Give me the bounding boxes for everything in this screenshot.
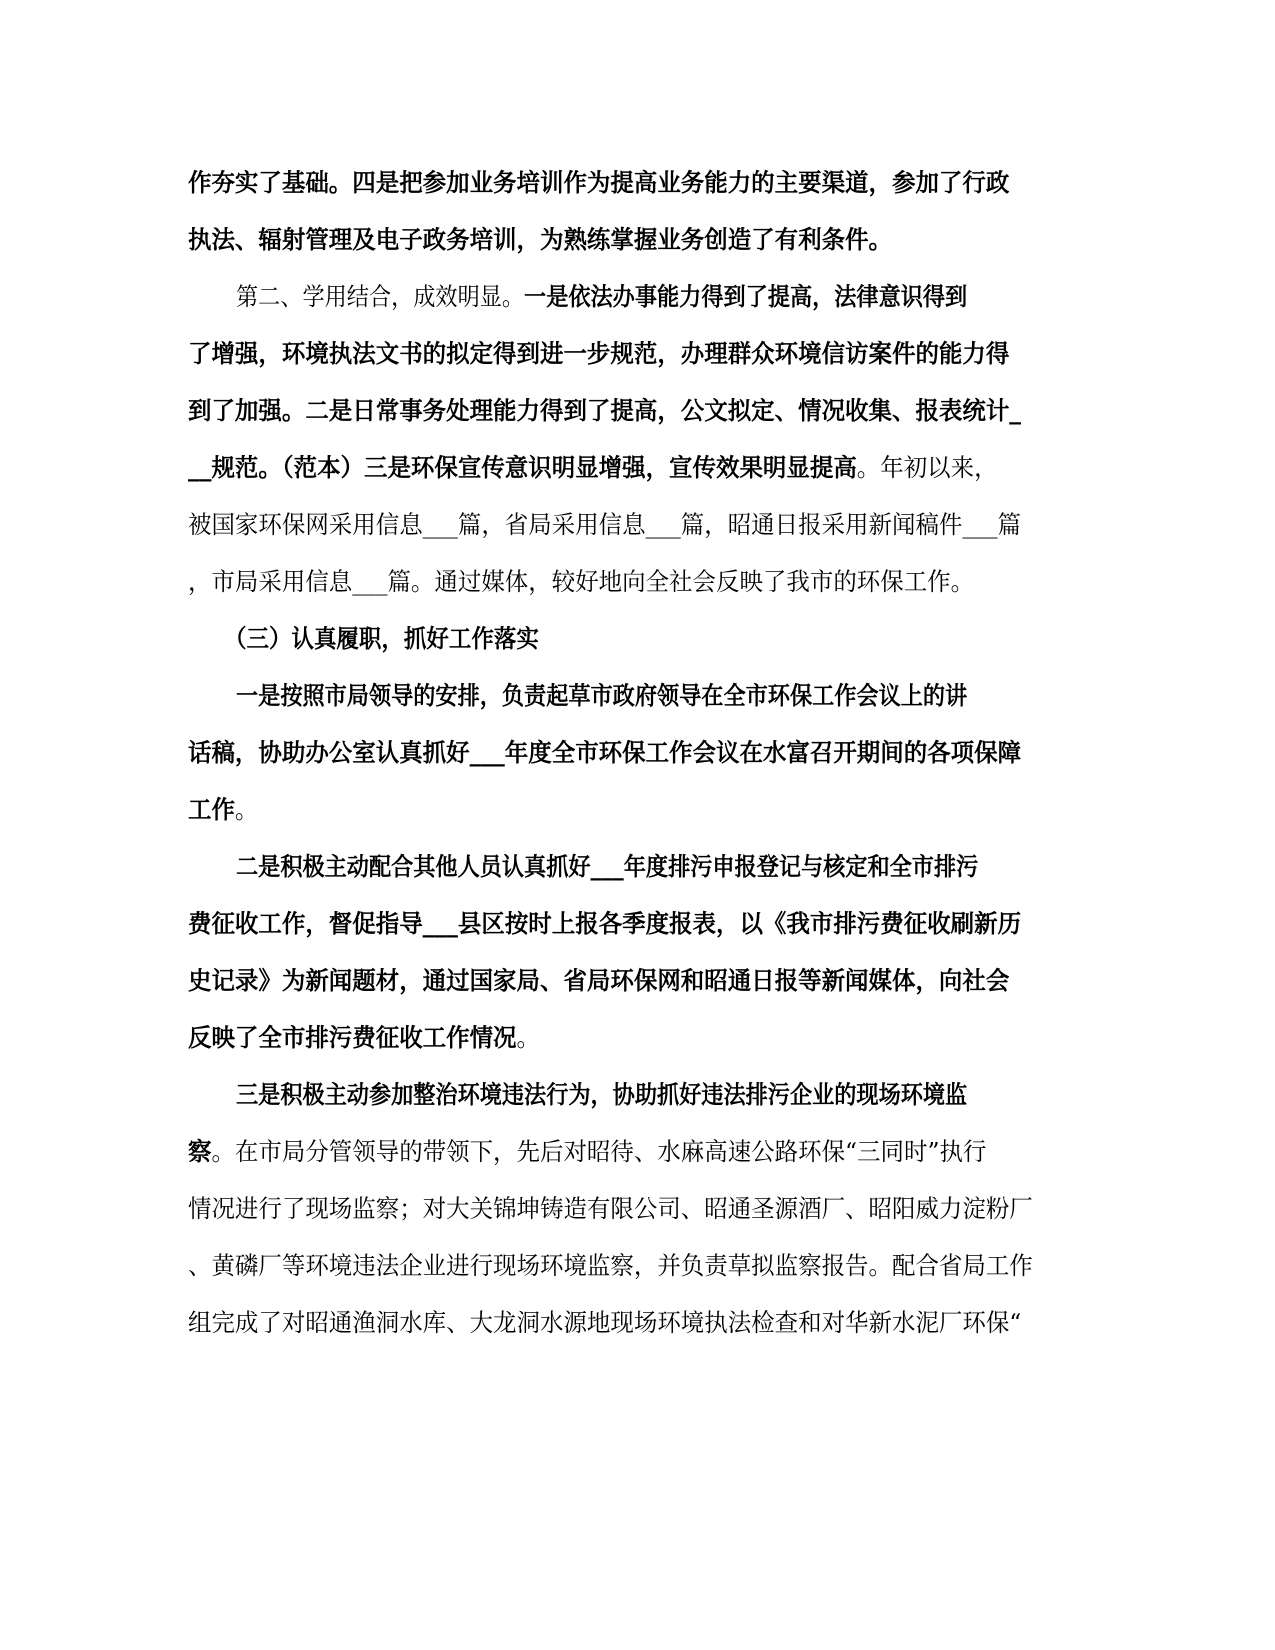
text-line [188,562,1050,602]
text-segment: 察 [188,1137,212,1166]
text-segment: 被国家环保网采用信息___篇，省局采用信息___篇，昭通日报采用新闻稿件___篇 [188,510,1022,539]
text-segment: 组完成了对昭通渔洞水库、大龙洞水源地现场环境执法检查和对华新水泥厂环保“ [188,1308,1022,1337]
text-segment: 工作 [188,795,235,824]
text-line [188,1246,1050,1286]
text-line [236,1075,1050,1115]
section-heading [224,619,1050,659]
text-segment: 第二、学用结合，成效明显。 [236,282,525,311]
text-segment: 三是积极主动参加整治环境违法行为，协助抓好违法排污企业的现场环境监 [236,1080,968,1109]
text-segment: 执法、辐射管理及电子政务培训，为熟练掌握业务创造了有利条件。 [188,225,892,254]
text-segment: 情况进行了现场监察；对大关锦坤铸造有限公司、昭通圣源酒厂、昭阳威力淀粉厂 [188,1194,1033,1223]
text-line [188,904,1050,944]
text-segment: 、黄磷厂等环境违法企业进行现场环境监察，并负责草拟监察报告。配合省局工作 [188,1251,1033,1280]
text-line [188,391,1050,431]
text-segment: 反映了全市排污费征收工作情况 [188,1023,517,1052]
text-line [188,334,1050,374]
text-segment: 二是积极主动配合其他人员认真抓好___年度排污申报登记与核定和全市排污 [236,852,979,881]
text-line [188,1018,1050,1058]
text-segment: （三）认真履职，抓好工作落实 [224,624,539,653]
text-line [188,1189,1050,1229]
text-segment: 。年初以来， [856,453,998,482]
text-line [188,1132,1050,1172]
text-line [188,1303,1050,1343]
text-segment: 史记录》为新闻题材，通过国家局、省局环保网和昭通日报等新闻媒体，向社会 [188,966,1010,995]
text-line [188,790,1050,830]
text-segment: 。 [516,1023,540,1052]
text-line [236,847,1050,887]
text-line [236,277,1050,317]
text-segment: 。 [234,795,259,824]
text-segment: ，市局采用信息___篇。通过媒体，较好地向全社会反映了我市的环保工作。 [188,567,975,596]
text-line [188,163,1050,203]
text-segment: 费征收工作，督促指导___县区按时上报各季度报表，以《我市排污费征收刷新历 [188,909,1022,938]
text-segment: 。在市局分管领导的带领下，先后对昭待、水麻高速公路环保“三同时”执行 [211,1137,987,1166]
text-segment: 一是依法办事能力得到了提高，法律意识得到 [524,282,968,311]
text-line [188,505,1050,545]
text-segment: 了增强，环境执法文书的拟定得到进一步规范，办理群众环境信访案件的能力得 [188,339,1010,368]
text-segment: 到了加强。二是日常事务处理能力得到了提高，公文拟定、情况收集、报表统计_ [188,396,1022,425]
text-segment: 作夯实了基础。四是把参加业务培训作为提高业务能力的主要渠道，参加了行政 [188,168,1010,197]
text-segment: 话稿，协助办公室认真抓好___年度全市环保工作会议在水富召开期间的各项保障 [188,738,1022,767]
text-line [236,676,1050,716]
text-line [188,220,1050,260]
text-line [188,448,1050,488]
text-line [188,961,1050,1001]
text-segment: __规范。（范本）三是环保宣传意识明显增强，宣传效果明显提高 [188,453,857,482]
text-segment: 一是按照市局领导的安排，负责起草市政府领导在全市环保工作会议上的讲 [236,681,968,710]
text-line [188,733,1050,773]
